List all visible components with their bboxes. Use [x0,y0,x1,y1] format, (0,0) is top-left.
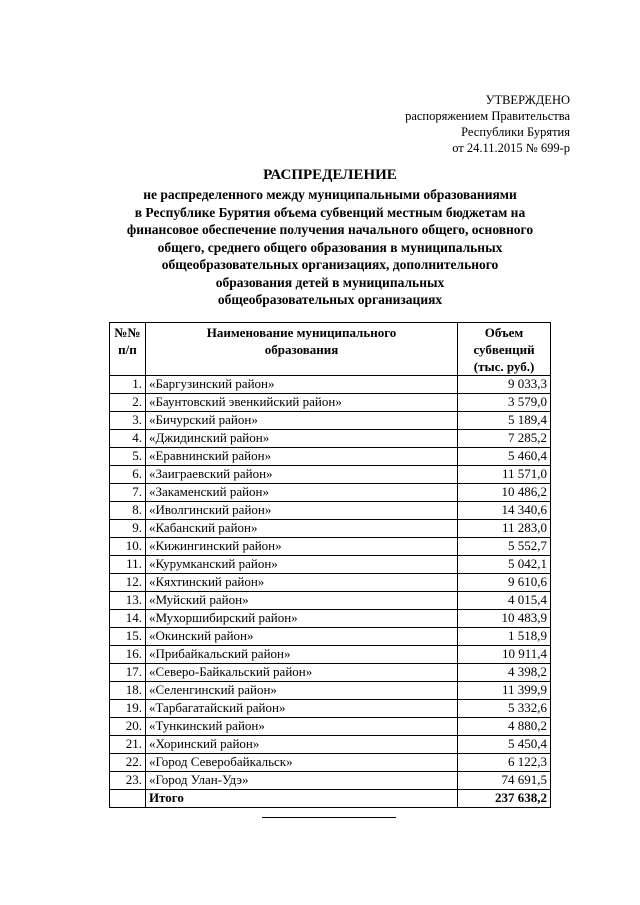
approval-date-number: от 24.11.2015 № 699-р [452,141,570,155]
municipality-name: «Тарбагатайский район» [145,700,457,718]
subvention-amount: 5 460,4 [458,448,551,466]
header-amount [458,323,551,376]
document-title [70,165,590,309]
municipality-name: «Закаменский район» [145,484,457,502]
row-number: 6. [110,466,146,484]
row-number: 20. [110,718,146,736]
municipality-name: «Кижингинский район» [145,538,457,556]
row-number: 4. [110,430,146,448]
row-number: 11. [110,556,146,574]
table-row [110,772,551,790]
approval-stamp [405,92,570,156]
municipality-name: «Кяхтинский район» [145,574,457,592]
table-row [110,556,551,574]
total-number-cell [110,790,146,808]
distribution-table [109,322,551,808]
subvention-amount: 9 610,6 [458,574,551,592]
table-row [110,412,551,430]
subvention-amount: 5 450,4 [458,736,551,754]
header-number [110,323,146,376]
document-heading: РАСПРЕДЕЛЕНИЕ [263,167,397,183]
table-row [110,754,551,772]
subvention-amount: 14 340,6 [458,502,551,520]
municipality-name: «Мухоршибирский район» [145,610,457,628]
municipality-name: «Северо-Байкальский район» [145,664,457,682]
subvention-amount: 11 571,0 [458,466,551,484]
table-row [110,538,551,556]
table-row [110,484,551,502]
subvention-amount: 5 332,6 [458,700,551,718]
row-number: 17. [110,664,146,682]
subtitle-line: общего, среднего общего образования в муниципальных [157,239,503,255]
row-number: 16. [110,646,146,664]
subtitle-line: общеобразовательных организациях, дополнительного [161,257,499,272]
municipality-name: «Селенгинский район» [145,682,457,700]
municipality-name: «Бичурский район» [145,412,457,430]
municipality-name: «Хоринский район» [145,736,457,754]
subvention-amount: 3 579,0 [458,394,551,412]
municipality-name: «Прибайкальский район» [145,646,457,664]
municipality-name: «Еравнинский район» [145,448,457,466]
subtitle-line: образования детей в муниципальных [215,274,445,290]
row-number: 8. [110,502,146,520]
row-number: 12. [110,574,146,592]
table-row [110,592,551,610]
header-municipality-line2: образования [264,342,339,357]
header-municipality-line1: Наименование муниципального [206,325,397,340]
row-number: 10. [110,538,146,556]
total-value: 237 638,2 [458,790,551,808]
table-row [110,520,551,538]
row-number: 21. [110,736,146,754]
subvention-amount: 11 283,0 [458,520,551,538]
table-row [110,574,551,592]
row-number: 3. [110,412,146,430]
total-label: Итого [145,790,457,808]
row-number: 9. [110,520,146,538]
municipality-name: «Окинский район» [145,628,457,646]
row-number: 1. [110,376,146,394]
subvention-amount: 10 483,9 [458,610,551,628]
row-number: 15. [110,628,146,646]
municipality-name: «Джидинский район» [145,430,457,448]
row-number: 19. [110,700,146,718]
subvention-amount: 74 691,5 [458,772,551,790]
table-row [110,448,551,466]
row-number: 22. [110,754,146,772]
municipality-name: «Курумканский район» [145,556,457,574]
header-amount-line1: Объем [484,325,524,340]
header-number-line1: №№ [114,325,141,340]
subvention-amount: 4 398,2 [458,664,551,682]
subvention-amount: 5 042,1 [458,556,551,574]
subvention-amount: 5 552,7 [458,538,551,556]
table-row [110,628,551,646]
row-number: 2. [110,394,146,412]
total-row [110,790,551,808]
header-municipality [145,323,457,376]
row-number: 18. [110,682,146,700]
table-row [110,718,551,736]
subvention-amount: 10 486,2 [458,484,551,502]
document-subtitle [70,186,590,309]
municipality-name: «Город Северобайкальск» [145,754,457,772]
table-header-row [110,323,551,376]
subvention-amount: 4 880,2 [458,718,551,736]
table-row [110,646,551,664]
subvention-amount: 10 911,4 [458,646,551,664]
closing-rule [262,817,396,818]
subtitle-line: в Республике Бурятия объема субвенций местным бюджетам на [134,204,526,220]
municipality-name: «Кабанский район» [145,520,457,538]
subvention-amount: 4 015,4 [458,592,551,610]
municipality-name: «Город Улан-Удэ» [145,772,457,790]
subvention-amount: 11 399,9 [458,682,551,700]
table-row [110,376,551,394]
municipality-name: «Тункинский район» [145,718,457,736]
table-row [110,736,551,754]
subvention-amount: 1 518,9 [458,628,551,646]
header-amount-line3: (тыс. руб.) [473,359,535,374]
municipality-name: «Баргузинский район» [145,376,457,394]
municipality-name: «Заиграевский район» [145,466,457,484]
table-row [110,610,551,628]
header-amount-line2: субвенций [473,342,535,357]
header-number-line2: п/п [118,342,137,357]
subvention-amount: 5 189,4 [458,412,551,430]
approval-authority: распоряжением Правительства [405,109,570,123]
table-body [110,376,551,790]
municipality-name: «Баунтовский эвенкийский район» [145,394,457,412]
table-row [110,664,551,682]
table-row [110,394,551,412]
table-row [110,430,551,448]
table-row [110,466,551,484]
row-number: 13. [110,592,146,610]
row-number: 14. [110,610,146,628]
subvention-amount: 7 285,2 [458,430,551,448]
table-row [110,700,551,718]
subtitle-line: не распределенного между муниципальными образованиями [143,187,517,202]
subtitle-line: финансовое обеспечение получения начального общего, основного [126,222,534,237]
municipality-name: «Иволгинский район» [145,502,457,520]
row-number: 23. [110,772,146,790]
table-row [110,682,551,700]
subvention-amount: 9 033,3 [458,376,551,394]
table-row [110,502,551,520]
municipality-name: «Муйский район» [145,592,457,610]
approval-republic: Республики Бурятия [461,125,570,139]
row-number: 7. [110,484,146,502]
approval-title: УТВЕРЖДЕНО [485,93,570,107]
subvention-amount: 6 122,3 [458,754,551,772]
subtitle-line: общеобразовательных организациях [217,292,443,307]
row-number: 5. [110,448,146,466]
